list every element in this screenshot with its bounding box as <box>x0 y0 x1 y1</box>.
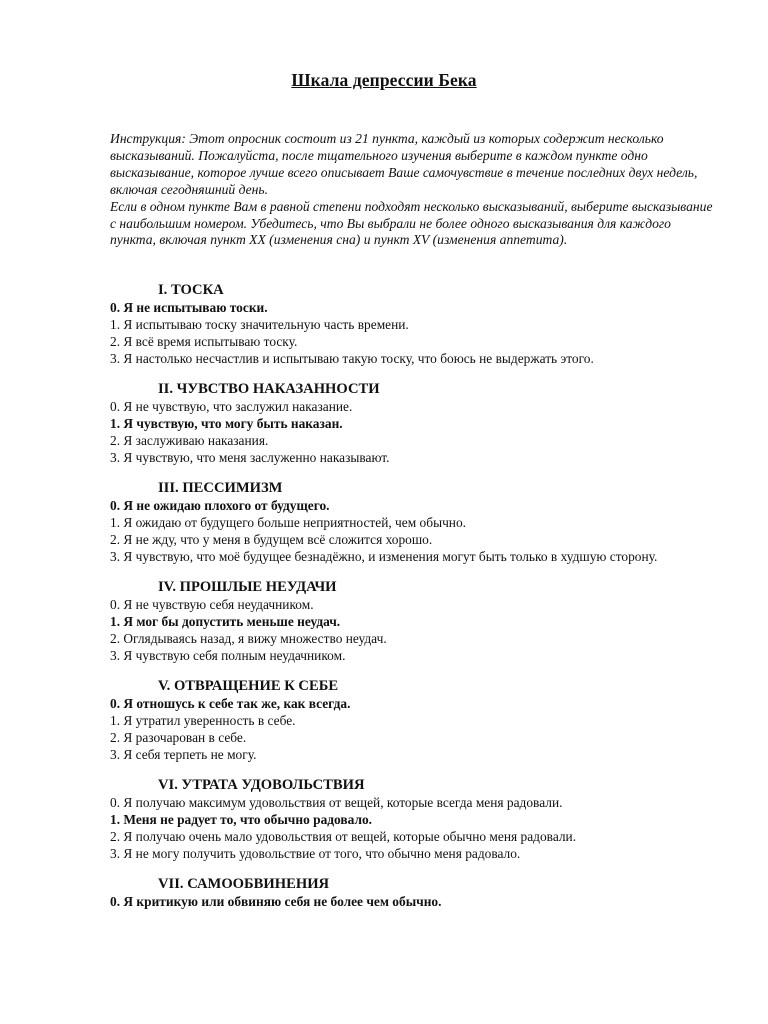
answer-option: 3. Я чувствую себя полным неудачником. <box>110 648 346 663</box>
answer-option: 3. Я чувствую, что моё будущее безнадёжно, и изменения могут быть только в худшую сторону. <box>110 549 658 564</box>
section-title: IV. ПРОШЛЫЕ НЕУДАЧИ <box>158 579 337 595</box>
instruction-paragraph: Инструкция: Этот опросник состоит из 21 пункта, каждый из которых содержит несколько высказываний. Пожалуйста, после тщательного изучения выберите в каждом пункте одно высказывание, которое лучше всего описывает Ваше самочувствие в течение последних двух недель, включая сегодняшний день. <box>110 131 698 197</box>
answer-option: 3. Я себя терпеть не могу. <box>110 747 257 762</box>
answer-option: 1. Я ожидаю от будущего больше неприятностей, чем обычно. <box>110 515 467 530</box>
section-title: I. ТОСКА <box>158 282 224 298</box>
answer-option: 3. Я настолько несчастлив и испытываю такую тоску, что боюсь не выдержать этого. <box>110 351 594 366</box>
answer-option: 1. Я испытываю тоску значительную часть времени. <box>110 317 409 332</box>
section-title: III. ПЕССИМИЗМ <box>158 480 283 496</box>
answer-option: 1. Я мог бы допустить меньше неудач. <box>110 614 341 629</box>
questionnaire-sections <box>110 282 710 924</box>
section-title: II. ЧУВСТВО НАКАЗАННОСТИ <box>158 381 380 397</box>
answer-option: 0. Я критикую или обвиняю себя не более чем обычно. <box>110 894 442 909</box>
answer-option: 0. Я не чувствую себя неудачником. <box>110 597 314 612</box>
answer-option: 1. Меня не радует то, что обычно радовало. <box>110 812 372 827</box>
document-title: Шкала депрессии Бека <box>291 70 477 90</box>
instruction-block <box>110 131 720 249</box>
answer-option: 2. Я всё время испытываю тоску. <box>110 334 298 349</box>
answer-option: 3. Я чувствую, что меня заслуженно наказывают. <box>110 450 390 465</box>
answer-option: 0. Я получаю максимум удовольствия от вещей, которые всегда меня радовали. <box>110 795 563 810</box>
answer-option: 1. Я утратил уверенность в себе. <box>110 713 296 728</box>
answer-option: 0. Я не чувствую, что заслужил наказание. <box>110 399 353 414</box>
section-loss-of-pleasure <box>110 777 710 862</box>
section-self-criticism <box>110 876 710 910</box>
section-pessimism <box>110 480 710 565</box>
section-sadness <box>110 282 710 367</box>
section-self-dislike <box>110 678 710 763</box>
answer-option: 2. Я получаю очень мало удовольствия от вещей, которые обычно меня радовали. <box>110 829 577 844</box>
answer-option: 0. Я отношусь к себе так же, как всегда. <box>110 696 351 711</box>
answer-option: 2. Я заслуживаю наказания. <box>110 433 269 448</box>
section-title: VII. САМООБВИНЕНИЯ <box>158 876 330 892</box>
answer-option: 0. Я не ожидаю плохого от будущего. <box>110 498 330 513</box>
instruction-paragraph: Если в одном пункте Вам в равной степени подходят несколько высказываний, выберите высказывание с наибольшим номером. Убедитесь, что Вы выбрали не более одного высказывания для каждого пункта, включая пункт XX (изменения сна) и пункт XV (изменения аппетита). <box>110 198 713 248</box>
answer-option: 2. Я не жду, что у меня в будущем всё сложится хорошо. <box>110 532 433 547</box>
answer-option: 2. Я разочарован в себе. <box>110 730 247 745</box>
section-title: V. ОТВРАЩЕНИЕ К СЕБЕ <box>158 678 339 694</box>
section-past-failures <box>110 579 710 664</box>
answer-option: 2. Оглядываясь назад, я вижу множество неудач. <box>110 631 387 646</box>
answer-option: 3. Я не могу получить удовольствие от того, что обычно меня радовало. <box>110 846 521 861</box>
answer-option: 0. Я не испытываю тоски. <box>110 300 268 315</box>
answer-option: 1. Я чувствую, что могу быть наказан. <box>110 416 343 431</box>
section-punishment <box>110 381 710 466</box>
section-title: VI. УТРАТА УДОВОЛЬСТВИЯ <box>158 777 365 793</box>
